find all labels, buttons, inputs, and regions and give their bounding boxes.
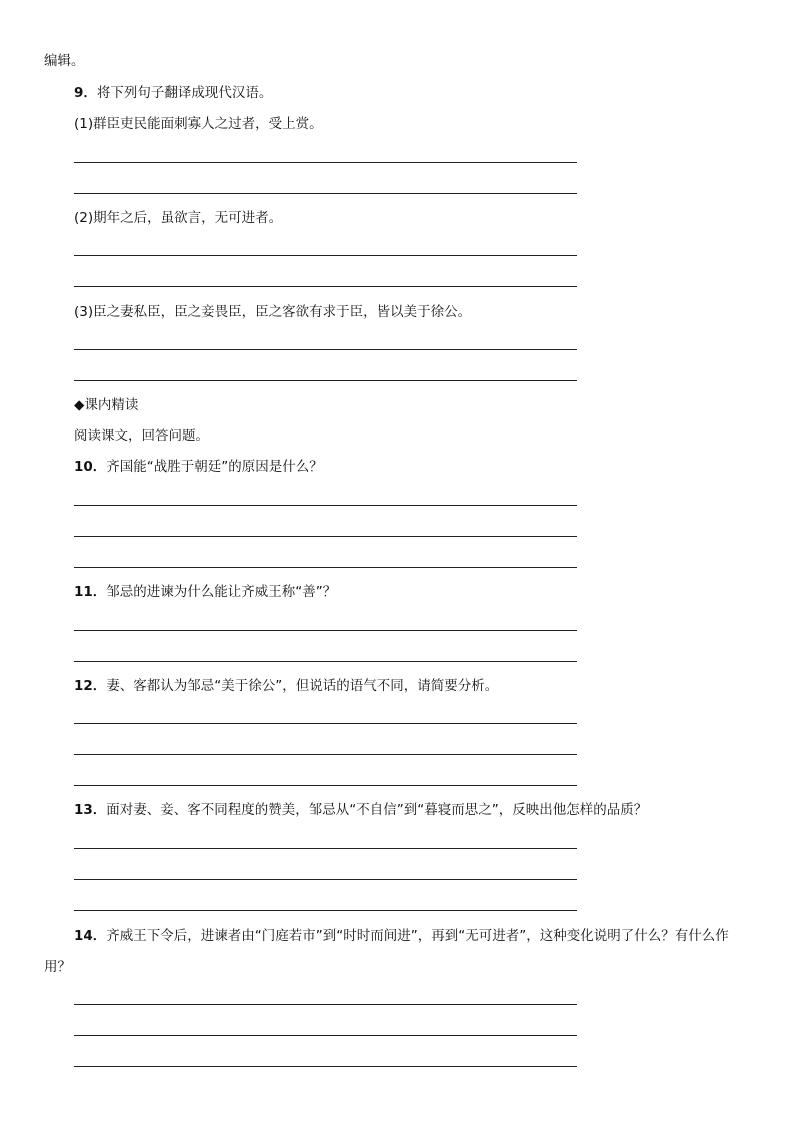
answer-line[interactable] (74, 848, 577, 849)
answer-line[interactable] (74, 162, 577, 163)
section-instruction: 阅读课文，回答问题。 (74, 428, 209, 444)
question-text: 将下列句子翻译成现代汉语。 (96, 85, 273, 101)
answer-line[interactable] (74, 505, 577, 506)
question-number: 11． (74, 584, 107, 600)
answer-line[interactable] (74, 380, 577, 381)
question-11 (74, 583, 336, 601)
answer-line[interactable] (74, 255, 577, 256)
question-text: 面对妻、妾、客不同程度的赞美，邹忌从“不自信”到“暮寝而思之”，反映出他怎样的品质？ (106, 802, 648, 818)
question-13 (74, 801, 647, 819)
answer-line[interactable] (74, 754, 577, 755)
answer-line[interactable] (74, 1035, 577, 1036)
question-12 (74, 677, 498, 695)
question-number: 14． (74, 928, 107, 944)
answer-line[interactable] (74, 910, 577, 911)
answer-line[interactable] (74, 1004, 577, 1005)
answer-line[interactable] (74, 567, 577, 568)
question-10 (74, 458, 323, 476)
q9-sub2: (2)期年之后，虽欲言，无可进者。 (74, 210, 283, 226)
question-9 (74, 84, 272, 102)
section-title: ◆课内精读 (74, 397, 139, 413)
question-text: 齐威王下令后，进谏者由“门庭若市”到“时时而间进”，再到“无可进者”，这种变化说明了什么？有什么作 (106, 928, 729, 944)
question-number: 12． (74, 678, 107, 694)
continuation-text: 编辑。 (44, 53, 85, 69)
answer-line[interactable] (74, 785, 577, 786)
answer-line[interactable] (74, 286, 577, 287)
question-text: 邹忌的进谏为什么能让齐威王称“善”？ (106, 584, 337, 600)
question-14-continuation: 用？ (44, 959, 71, 975)
answer-line[interactable] (74, 536, 577, 537)
answer-line[interactable] (74, 723, 577, 724)
question-14 (74, 927, 729, 945)
answer-line[interactable] (74, 349, 577, 350)
answer-line[interactable] (74, 879, 577, 880)
answer-line[interactable] (74, 1066, 577, 1067)
question-number: 13． (74, 802, 107, 818)
answer-line[interactable] (74, 630, 577, 631)
answer-line[interactable] (74, 661, 577, 662)
question-text: 妻、客都认为邹忌“美于徐公”，但说话的语气不同，请简要分析。 (106, 678, 499, 694)
answer-line[interactable] (74, 193, 577, 194)
question-number: 10． (74, 459, 107, 475)
q9-sub1: (1)群臣吏民能面刺寡人之过者，受上赏。 (74, 116, 323, 132)
question-text: 齐国能“战胜于朝廷”的原因是什么？ (106, 459, 323, 475)
q9-sub3: (3)臣之妻私臣，臣之妾畏臣，臣之客欲有求于臣，皆以美于徐公。 (74, 304, 472, 320)
question-number: 9． (74, 85, 97, 101)
